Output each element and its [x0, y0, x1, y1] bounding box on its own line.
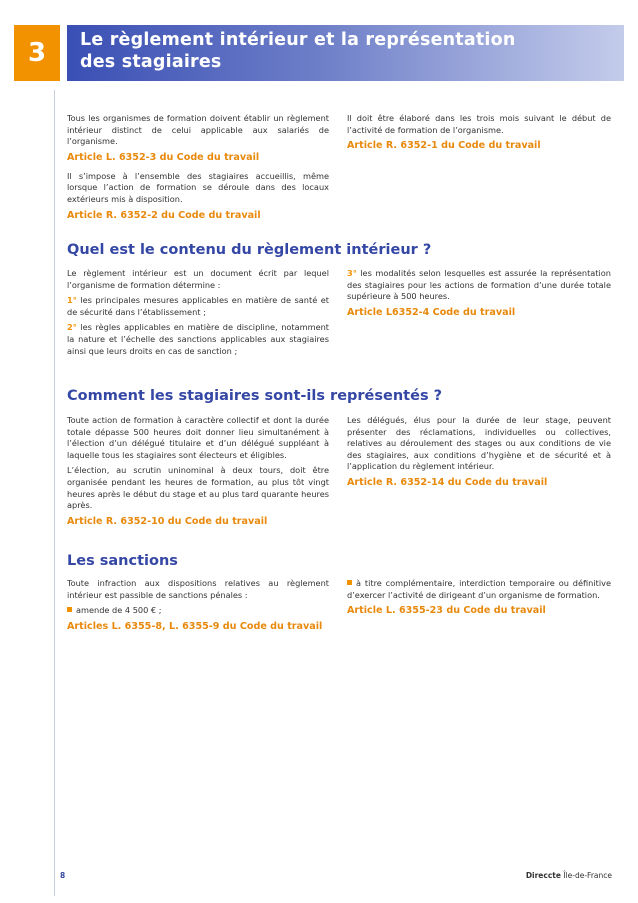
legal-reference: Articles L. 6355-8, L. 6355-9 du Code du travail	[67, 620, 323, 632]
bullet-text: amende de 4 500 € ;	[76, 605, 162, 616]
sanctions-paragraph: Toute infraction aux dispositions relatives au règlement intérieur est passible de sanctions pénales :	[67, 578, 329, 600]
list-item	[67, 295, 329, 318]
legal-reference: Article R. 6352-2 du Code du travail	[67, 209, 261, 221]
intro-paragraph: Il s’impose à l’ensemble des stagiaires accueillis, même lorsque l’action de formation se déroule dans des locaux extérieurs mis à disposition.	[67, 170, 329, 204]
representation-left-column	[67, 415, 329, 535]
list-item-text: les principales mesures applicables en matière de santé et de sécurité dans l’établissement ;	[67, 295, 330, 317]
list-number: 2°	[67, 322, 77, 333]
intro-right-column	[347, 113, 611, 159]
chapter-number: 3	[27, 38, 47, 68]
legal-reference: Article L6352-4 Code du travail	[347, 306, 516, 318]
intro-paragraph: Il doit être élaboré dans les trois mois suivant le début de l’activité de formation de l’organisme.	[347, 113, 611, 135]
chapter-number-badge	[14, 25, 60, 81]
square-bullet-icon	[67, 607, 72, 612]
legal-reference: Article R. 6352-10 du Code du travail	[67, 515, 268, 527]
list-item	[67, 322, 329, 357]
legal-reference: Article R. 6352-14 du Code du travail	[347, 476, 548, 488]
sanctions-right-column	[347, 578, 611, 624]
bullet-item	[347, 578, 611, 601]
list-item	[347, 268, 611, 303]
page-number: 8	[60, 871, 66, 880]
page-title	[80, 29, 610, 73]
footer-rule	[54, 866, 55, 896]
list-item-text: les modalités selon lesquelles est assurée la représentation des stagiaires pour les actions de formation d’une durée totale supérieure à 500 heures.	[347, 268, 611, 302]
representation-right-column	[347, 415, 611, 496]
representation-paragraph: Les délégués, élus pour la durée de leur stage, peuvent présenter des réclamations, individuelles ou collectives, relatives au déroulement des stages ou aux conditions de vie des stagiaires, aux conditions d’hygiène et de sécurité et à l’application du règlement intérieur.	[347, 415, 611, 472]
bullet-text: à titre complémentaire, interdiction temporaire ou définitive d’exercer l’activité de dirigeant d’un organisme de formation.	[347, 578, 611, 600]
intro-paragraph: Tous les organismes de formation doivent établir un règlement intérieur distinct de celui applicable aux salariés de l’organisme.	[67, 113, 329, 147]
legal-reference: Article L. 6352-3 du Code du travail	[67, 151, 260, 163]
page-title-line2: des stagiaires	[80, 52, 222, 72]
left-margin-rule	[54, 90, 55, 896]
legal-reference: Article R. 6352-1 du Code du travail	[347, 140, 541, 152]
legal-reference: Article L. 6355-23 du Code du travail	[347, 605, 546, 617]
footer-organization	[526, 871, 612, 880]
section-title-sanctions: Les sanctions	[67, 553, 178, 569]
list-number: 1°	[67, 295, 77, 306]
list-item-text: les règles applicables en matière de discipline, notamment la nature et l’échelle des sanctions applicables aux stagiaires ainsi que leurs droits en cas de sanction ;	[67, 322, 330, 356]
representation-paragraph: L’élection, au scrutin uninominal à deux tours, doit être organisée pendant les heures de formation, au plus tôt vingt heures après le début du stage et au plus tard quarante heures après.	[67, 465, 329, 511]
representation-paragraph: Toute action de formation à caractère collectif et dont la durée totale dépasse 500 heures doit donner lieu simultanément à l’élection d’un délégué titulaire et d’un délégué suppléant à laquelle tous les stagiaires sont électeurs et éligibles.	[67, 415, 329, 460]
page-title-line1: Le règlement intérieur et la représentation	[80, 30, 516, 50]
contenu-paragraph: Le règlement intérieur est un document écrit par lequel l’organisme de formation détermine :	[67, 268, 329, 290]
contenu-right-column	[347, 268, 611, 326]
bullet-item	[67, 605, 329, 617]
section-title-representation: Comment les stagiaires sont-ils représentés ?	[67, 388, 443, 404]
section-title-contenu: Quel est le contenu du règlement intérieur ?	[67, 242, 432, 258]
intro-left-column	[67, 113, 329, 229]
list-number: 3°	[347, 268, 357, 278]
contenu-left-column	[67, 268, 329, 361]
footer-org-name: Direccte	[525, 871, 561, 880]
square-bullet-icon	[347, 580, 352, 585]
sanctions-left-column	[67, 578, 329, 640]
footer-org-region: Île-de-France	[560, 871, 612, 880]
